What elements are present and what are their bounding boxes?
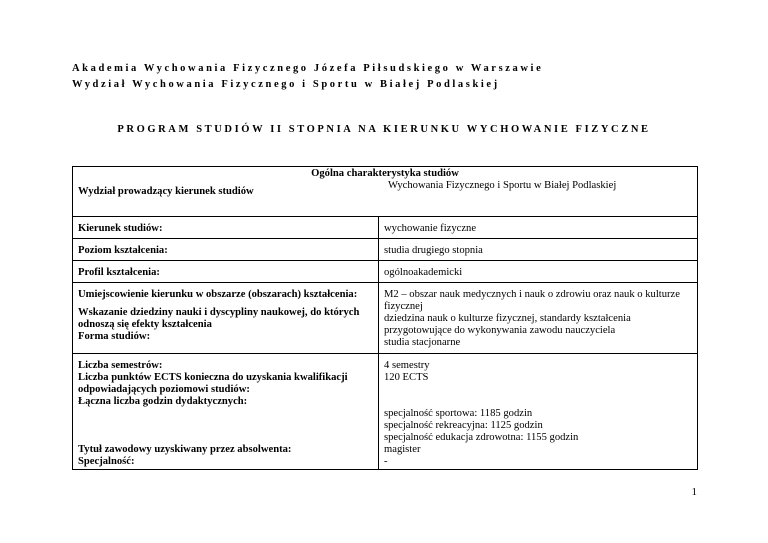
row-label: Poziom kształcenia: [73, 239, 379, 261]
table-row [73, 217, 698, 239]
row-value: studia drugiego stopnia [379, 239, 698, 261]
degree-title-label: Tytuł zawodowy uzyskiwany przez absolwenta: [78, 444, 292, 455]
area-value: M2 – obszar nauk medycznych i nauk o zdrowiu oraz nauk o kulturze fizycznej [384, 289, 680, 312]
study-characteristics-table [72, 166, 698, 470]
page-number: 1 [691, 486, 697, 498]
row-value: ogólnoakademicki [379, 261, 698, 283]
form-value: studia stacjonarne [384, 337, 461, 348]
block1-values [379, 283, 698, 354]
ects-value: 120 ECTS [384, 372, 429, 383]
block2-values [379, 354, 698, 470]
table-header-cell [73, 167, 698, 217]
table-row [73, 239, 698, 261]
institution-name: Akademia Wychowania Fizycznego Józefa Piłsudskiego w Warszawie [72, 63, 544, 74]
hours-label: Łączna liczba godzin dydaktycznych: [78, 396, 248, 407]
area-label: Umiejscowienie kierunku w obszarze (obszarach) kształcenia: [78, 289, 358, 300]
hours-value: specjalność rekreacyjna: 1125 godzin [384, 420, 543, 431]
hours-value: specjalność edukacja zdrowotna: 1155 godzin [384, 432, 579, 443]
specialty-value: - [384, 456, 388, 467]
discipline-label: Wskazanie dziedziny nauki i dyscypliny naukowej, do których odnoszą się efekty kształcenia [78, 307, 360, 330]
hours-value: specjalność sportowa: 1185 godzin [384, 408, 533, 419]
table-header-row [73, 167, 698, 217]
table-row [73, 354, 698, 470]
row-value: wychowanie fizyczne [379, 217, 698, 239]
form-label: Forma studiów: [78, 331, 151, 342]
block1-labels [73, 283, 379, 354]
discipline-value: dziedzina nauk o kulturze fizycznej, standardy kształcenia przygotowujące do wykonywania zawodu nauczyciela [384, 313, 631, 336]
faculty-label: Wydział prowadzący kierunek studiów [78, 186, 254, 197]
program-title: PROGRAM STUDIÓW II STOPNIA NA KIERUNKU WYCHOWANIE FIZYCZNE [117, 124, 651, 135]
semesters-value: 4 semestry [384, 360, 430, 371]
faculty-name: Wydział Wychowania Fizycznego i Sportu w Białej Podlaskiej [72, 79, 500, 90]
table-row [73, 261, 698, 283]
table-row [73, 283, 698, 354]
degree-title-value: magister [384, 444, 421, 455]
faculty-value: Wychowania Fizycznego i Sportu w Białej Podlaskiej [388, 180, 617, 191]
semesters-label: Liczba semestrów: [78, 360, 163, 371]
block2-labels [73, 354, 379, 470]
ects-label: Liczba punktów ECTS konieczna do uzyskania kwalifikacji odpowiadających poziomowi studiów: [78, 372, 348, 395]
row-label: Profil kształcenia: [73, 261, 379, 283]
row-label: Kierunek studiów: [73, 217, 379, 239]
section-title: Ogólna charakterystyka studiów [311, 168, 459, 179]
specialty-label: Specjalność: [78, 456, 135, 467]
